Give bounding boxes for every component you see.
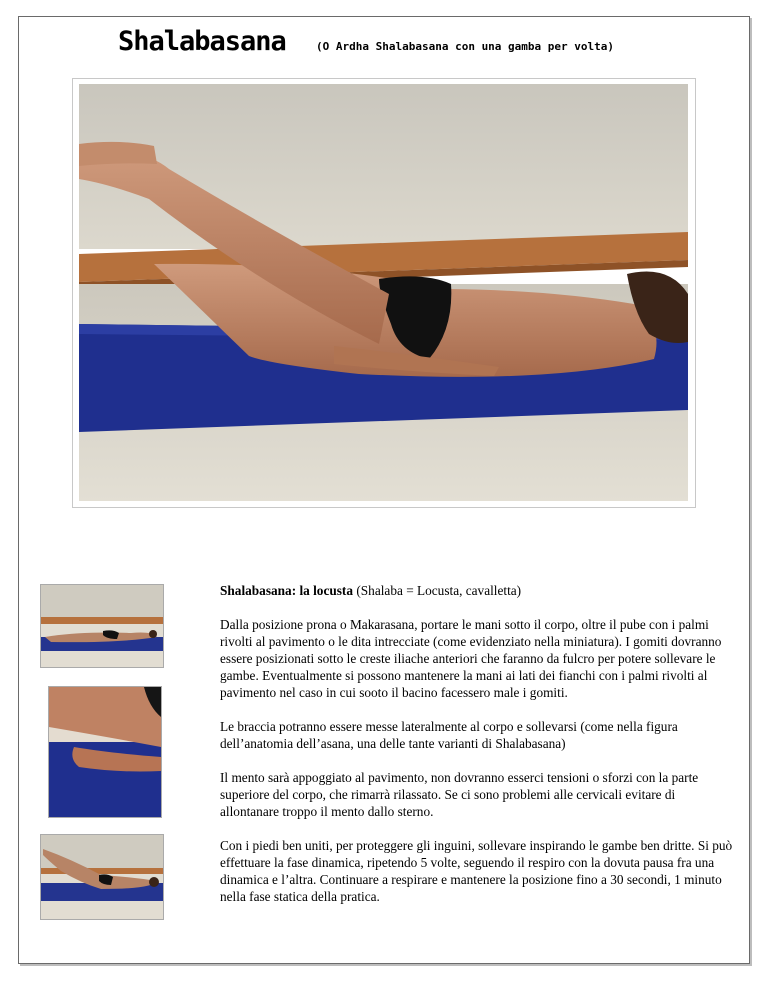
- page-subtitle: (O Ardha Shalabasana con una gamba per volta): [316, 40, 615, 53]
- main-photo-shalabasana: [79, 84, 688, 501]
- thumbnail-makarasana: [40, 584, 164, 668]
- thumbnail-hands-detail-image: [49, 687, 161, 817]
- paragraph-2: Le braccia potranno essere messe lateralmente al corpo e sollevarsi (come nella figura dell’anatomia dell’asana, una delle tante varianti di Shalabasana): [220, 719, 678, 751]
- header: [118, 24, 738, 64]
- main-photo-frame: [72, 78, 696, 508]
- intro-heading: Shalabasana: la locusta: [220, 583, 354, 598]
- thumbnail-makarasana-image: [41, 585, 163, 667]
- intro-line: [220, 582, 735, 599]
- thumbnail-full-pose: [40, 834, 164, 920]
- paragraph-1: Dalla posizione prona o Makarasana, portare le mani sotto il corpo, oltre il pube con i palmi rivolti al pavimento o le dita intrecciate (come evidenziato nella miniatura). I gomiti dovranno essere posizionati sotto le creste iliache anteriori che faranno da fulcro per potere sollevare le gambe. Eventualmente si possono mantenere la mani ai lati dei fianchi con i palmi rivolti al pavimento nel caso in cui sooto il bacino facessero male i gomiti.: [220, 617, 722, 700]
- paragraph-4: Con i piedi ben uniti, per proteggere gli inguini, sollevare inspirando le gambe ben dritte. Si può effettuare la fase dinamica, ripetendo 5 volte, seguendo il respiro con la dovuta pausa fra una dinamica e l’altra. Continuare a respirare e mantenere la posizione fino a 30 secondi, 1 minuto nella fase statica della pratica.: [220, 838, 733, 904]
- paragraph-3: Il mento sarà appoggiato al pavimento, non dovranno esserci tensioni o sforzi con la parte superiore del corpo, che rimarrà rilassato. Se ci sono problemi alle cervicali evitare di allontanare troppo il mento dallo sterno.: [220, 770, 699, 819]
- description-text: [220, 582, 735, 922]
- thumbnail-full-pose-image: [41, 835, 163, 919]
- page-title: Shalabasana: [118, 26, 286, 57]
- intro-note: (Shalaba = Locusta, cavalletta): [356, 583, 522, 598]
- thumbnail-hands-detail: [48, 686, 162, 818]
